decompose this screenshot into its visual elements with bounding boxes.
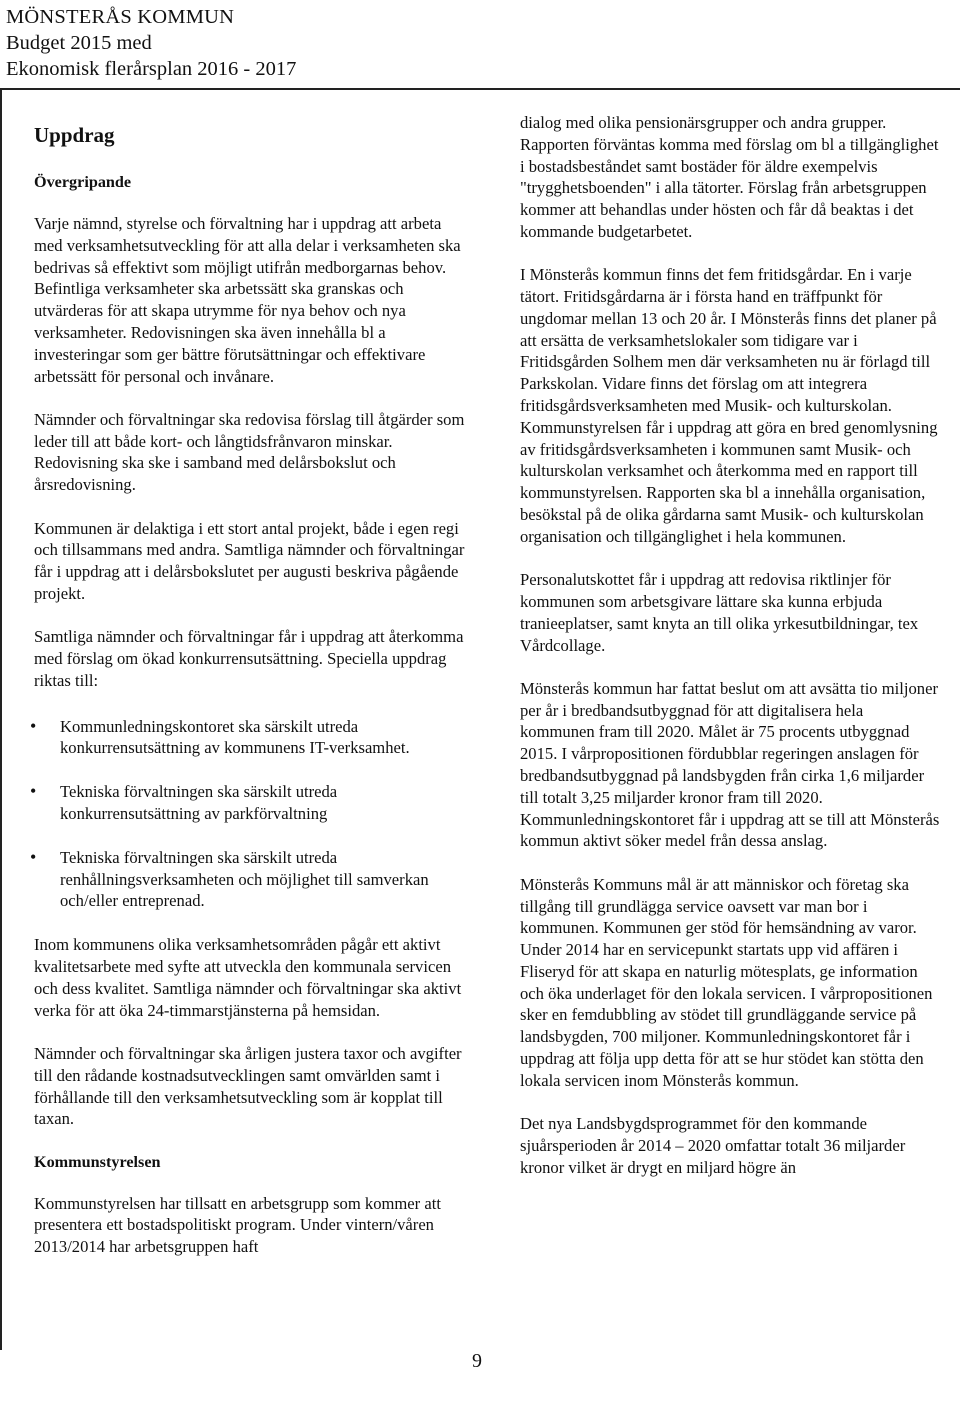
paragraph: Nämnder och förvaltningar ska årligen justera taxor och avgifter till den rådande kostnadsutvecklingen samt omvärlden samt i förhållande till den verksamhetsutveckling som är kopplat till taxan.	[34, 1043, 462, 1129]
paragraph: Mönsterås kommun har fattat beslut om att avsätta tio miljoner per år i bredbandsutbyggnad för att digitalisera hela kommunen fram till 2020. Målet är 75 procents utbyggnad 2015. I vårpropositionen fördubblar regeringen anslagen för bredbandsutbyggnad på landsbygden från cirka 1,6 miljarder till totalt 3,25 miljarder kronor fram till 2020. Kommunledningskontoret får i uppdrag att se till att Mönsterås kommun aktivt söker medel från dessa anslag.	[520, 678, 940, 851]
document-title: Budget 2015 med	[6, 32, 152, 54]
header-rule	[0, 88, 960, 90]
paragraph: dialog med olika pensionärsgrupper och andra grupper. Rapporten förväntas komma med förslag om bl a tillgänglighet i bostadsbeståndet samt bostäder för äldre exempelvis "trygghetsboenden" i alla tätorter. Förslag från arbetsgruppen kommer att behandlas under hösten och får då beaktas i det kommande budgetarbetet.	[520, 113, 939, 241]
paragraph: Kommunstyrelsen har tillsatt en arbetsgrupp som kommer att presentera ett bostadspolitiskt program. Under vintern/våren 2013/2014 har arbetsgruppen haft	[34, 1193, 441, 1257]
paragraph: Varje nämnd, styrelse och förvaltning har i uppdrag att arbeta med verksamhetsutveckling för att alla delar i verksamheten ska bedrivas så effektivt som möjligt utifrån medborgarnas behov. Befintliga verksamheter ska arbetssätt ska granskas och utvärderas för att skapa utrymme för nya behov och nya verksamheter. Redovisningen ska även innehålla bl a investeringar som ger bättre förutsättningar och effektivare arbetssätt för personal och invånare.	[34, 214, 461, 386]
paragraph: Kommunen är delaktiga i ett stort antal projekt, både i egen regi och tillsammans med andra. Samtliga nämnder och förvaltningar får i uppdrag att i delårsbokslutet per augusti beskriva pågående projekt.	[34, 518, 465, 603]
left-column	[34, 100, 466, 1279]
paragraph: Inom kommunens olika verksamhetsområden pågår ett aktivt kvalitetsarbete med syfte att utveckla den kommunala servicen och dess kvalitet. Samtliga nämnder och förvaltningar ska aktivt verka för att öka 24-timmarstjänsterna på hemsidan.	[34, 935, 462, 1020]
page-header	[6, 4, 606, 82]
paragraph: Det nya Landsbygdsprogrammet för den kommande sjuårsperioden år 2014 – 2020 omfattar totalt 36 miljarder kronor vilket är drygt en miljard högre än	[520, 1114, 906, 1177]
document-subtitle: Ekonomisk flerårsplan 2016 - 2017	[6, 58, 297, 80]
paragraph: Samtliga nämnder och förvaltningar får i uppdrag att återkomma med förslag om ökad konkurrensutsättning. Speciella uppdrag riktas till:	[34, 627, 464, 690]
list-item: • Tekniska förvaltningen ska särskilt utreda renhållningsverksamheten och möjlighet till samverkan och/eller entreprenad.	[34, 847, 466, 912]
subheading-overgripande: Övergripande	[34, 173, 132, 191]
municipality-name: MÖNSTERÅS KOMMUN	[6, 6, 235, 28]
paragraph: Nämnder och förvaltningar ska redovisa förslag till åtgärder som leder till att både kort- och långtidsfrånvaron minskar. Redovisning ska ske i samband med delårsbokslut och årsredovisning.	[34, 409, 465, 495]
paragraph: Mönsterås Kommuns mål är att människor och företag ska tillgång till grundlägga service oavsett var man bor i kommunen. Kommunen ger stöd för hemsändning av varor. Under 2014 har en servicepunkt startats upp vid affären i Fliseryd för att skapa en naturlig mötesplats, ge information och öka underlaget för den lokala servicen. I vårpropositionen sker en femdubbling av stödet till grundläggande service på landsbygden, 700 miljoner. Kommunledningskontoret får i uppdrag att följa upp detta för att se hur stödet kan stötta den lokala servicen inom Mönsterås kommun.	[520, 874, 933, 1090]
page-number: 9	[472, 1350, 482, 1372]
list-item: • Kommunledningskontoret ska särskilt utreda konkurrensutsättning av kommunens IT-verksamhet.	[34, 716, 466, 760]
paragraph: Personalutskottet får i uppdrag att redovisa riktlinjer för kommunen som arbetsgivare lättare ska kunna erbjuda tranieeplatser, samt knyta an till olika yrkesutbildningar, tex Vårdcollage.	[520, 570, 919, 655]
list-item: • Tekniska förvaltningen ska särskilt utreda konkurrensutsättning av parkförvaltning	[34, 781, 466, 825]
margin-rule	[0, 88, 2, 1350]
assignment-list	[34, 716, 466, 913]
section-heading: Uppdrag	[34, 123, 115, 147]
paragraph: I Mönsterås kommun finns det fem fritidsgårdar. En i varje tätort. Fritidsgårdarna är i första hand en träffpunkt för ungdomar mellan 13 och 20 år. I Mönsterås finns det planer på att ersätta de verksamhetslokaler som tidigare var i Fritidsgården Solhem men där verksamheten nu är förlagd till Parkskolan. Vidare finns det förslag om att integrera fritidsgårdsverksamheten med Musik- och kulturskolan. Kommunstyrelsen får i uppdrag att göra en bred genomlysning av fritidsgårdsverksamheten i kommunen samt Musik- och kulturskolan verksamhet och återkomma med en rapport till kommunstyrelsen. Rapporten ska bl a innehålla organisation, besökstal på de olika gårdarna samt Musik- och kulturskolan organisation och tillgänglighet i hela kommunen.	[520, 265, 938, 546]
subheading-kommunstyrelsen: Kommunstyrelsen	[34, 1152, 161, 1171]
right-column	[520, 112, 940, 1200]
